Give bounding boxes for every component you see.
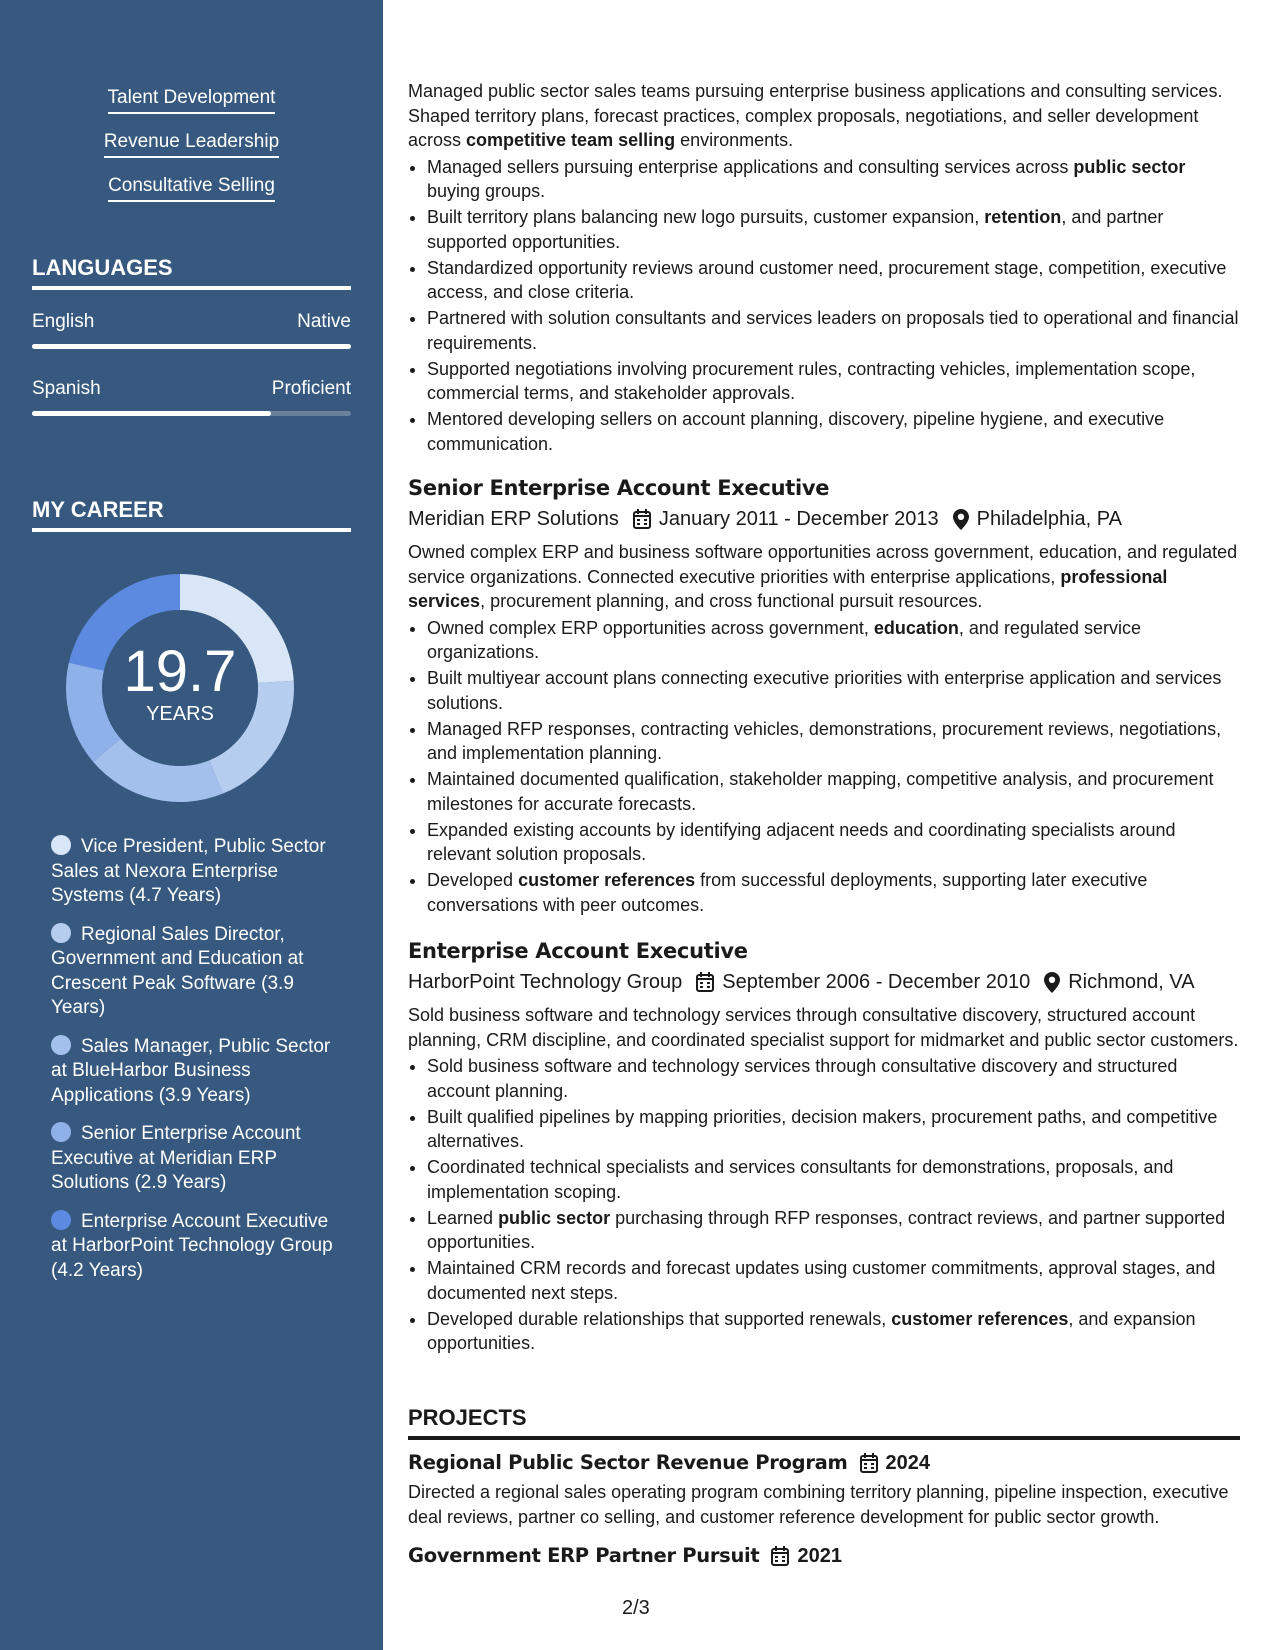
skill-link[interactable]: Talent Development: [108, 86, 276, 114]
bullet-item: • Partnered with solution consultants and services leaders on proposals tied to operational and financial requirements.: [427, 306, 1240, 355]
language-proficiency-bar: [32, 411, 351, 416]
main-content: [408, 0, 1240, 1650]
job-location: Richmond, VA: [1068, 971, 1195, 993]
language-name: Spanish: [32, 378, 101, 399]
career-legend-item: [51, 923, 341, 1021]
language-level: Native: [297, 311, 351, 332]
bullet-item: • Sold business software and technology services through consultative discovery and structured account planning.: [427, 1054, 1240, 1103]
calendar-icon: [860, 1453, 878, 1473]
bullet-item: • Managed sellers pursuing enterprise applications and consulting services across public sector buying groups.: [427, 155, 1240, 204]
calendar-icon: [633, 509, 651, 529]
project-description: Directed a regional sales operating program combining territory planning, pipeline inspection, executive deal reviews, partner co selling, and customer reference development for public sector growth.: [408, 1482, 1229, 1527]
career-total-unit: YEARS: [146, 703, 214, 725]
job-meta: [408, 506, 1240, 532]
skill-link[interactable]: Consultative Selling: [108, 174, 275, 202]
career-legend: [51, 835, 341, 1297]
career-legend-item: [51, 1210, 341, 1284]
job-meta: [408, 969, 1240, 995]
career-legend-label: Senior Enterprise Account Executive at Meridian ERP Solutions (2.9 Years): [51, 1123, 301, 1193]
project-header: [408, 1543, 1240, 1569]
legend-dot-icon: [51, 1210, 71, 1230]
bullet-item: • Built multiyear account plans connecting executive priorities with enterprise application and services solutions.: [427, 666, 1240, 715]
bullet-item: • Managed RFP responses, contracting vehicles, demonstrations, procurement reviews, negotiations, and implementation planning.: [427, 717, 1240, 766]
job-bullets: [408, 1054, 1240, 1356]
job-company: Meridian ERP Solutions: [408, 508, 619, 530]
project-year: 2024: [885, 1452, 931, 1474]
bullet-item: • Built qualified pipelines by mapping priorities, decision makers, procurement paths, and competitive alternatives.: [427, 1105, 1240, 1154]
bullet-item: • Coordinated technical specialists and services consultants for demonstrations, proposals, and implementation scoping.: [427, 1155, 1240, 1204]
career-legend-label: Regional Sales Director, Government and Education at Crescent Peak Software (3.9 Years): [51, 923, 304, 1018]
legend-dot-icon: [51, 923, 71, 943]
sidebar: [0, 0, 383, 1650]
legend-dot-icon: [51, 1122, 71, 1142]
bullet-item: • Standardized opportunity reviews around customer need, procurement stage, competition, executive access, and close criteria.: [427, 256, 1240, 305]
languages-heading: LANGUAGES: [32, 254, 351, 290]
language-item: [32, 310, 351, 349]
role-summary: Managed public sector sales teams pursuing enterprise business applications and consulting services. Shaped territory plans, forecast practices, complex proposals, negotiations, and seller development across competitive team selling environments.: [408, 81, 1223, 150]
career-donut-chart: [66, 574, 294, 802]
career-total-years: 19.7: [123, 639, 237, 704]
career-legend-item: [51, 1035, 341, 1109]
calendar-icon: [771, 1546, 789, 1566]
languages-section: [32, 254, 351, 416]
project-header: [408, 1450, 1240, 1476]
location-pin-icon: [953, 509, 969, 530]
project-year: 2021: [797, 1545, 842, 1567]
bullet-item: • Learned public sector purchasing through RFP responses, contract reviews, and partner supported opportunities.: [427, 1206, 1240, 1255]
career-legend-label: Sales Manager, Public Sector at BlueHarbor Business Applications (3.9 Years): [51, 1035, 331, 1106]
job-dates: September 2006 - December 2010: [722, 971, 1031, 993]
project-title: Government ERP Partner Pursuit: [408, 1544, 760, 1567]
job-location: Philadelphia, PA: [976, 508, 1122, 530]
bullet-item: • Maintained documented qualification, stakeholder mapping, competitive analysis, and procurement milestones for accurate forecasts.: [427, 767, 1240, 816]
job-bullets: [408, 616, 1240, 918]
donut-center: [66, 574, 294, 802]
bullet-item: • Expanded existing accounts by identifying adjacent needs and coordinating specialists around relevant solution proposals.: [427, 818, 1240, 867]
career-legend-label: Vice President, Public Sector Sales at Nexora Enterprise Systems (4.7 Years): [51, 836, 326, 906]
previous-role-continuation: [408, 79, 1240, 458]
projects-heading: PROJECTS: [408, 1404, 1240, 1440]
job-title: Senior Enterprise Account Executive: [408, 476, 830, 500]
bullet-item: • Developed durable relationships that supported renewals, customer references, and expansion opportunities.: [427, 1307, 1240, 1356]
bullet-item: • Developed customer references from successful deployments, supporting later executive conversations with peer outcomes.: [427, 868, 1240, 917]
bullet-item: • Supported negotiations involving procurement rules, contracting vehicles, implementation scope, commercial terms, and stakeholder approvals.: [427, 357, 1240, 406]
job-entry: [408, 474, 1240, 919]
job-summary: Sold business software and technology services through consultative discovery, structured account planning, CRM discipline, and coordinated specialist support for midmarket and public sector customers.: [408, 1005, 1239, 1050]
calendar-icon: [696, 972, 714, 992]
project-title: Regional Public Sector Revenue Program: [408, 1451, 848, 1474]
career-heading: MY CAREER: [32, 496, 351, 532]
bullet-item: • Maintained CRM records and forecast updates using customer commitments, approval stages, and documented next steps.: [427, 1256, 1240, 1305]
job-dates: January 2011 - December 2013: [658, 508, 939, 530]
role-bullets: [408, 155, 1240, 457]
legend-dot-icon: [51, 835, 71, 855]
language-level: Proficient: [271, 378, 351, 399]
skill-link[interactable]: Revenue Leadership: [104, 130, 279, 158]
language-item: [32, 377, 351, 416]
legend-dot-icon: [51, 1035, 71, 1055]
career-legend-item: [51, 1122, 341, 1196]
language-name: English: [32, 311, 95, 332]
career-section: [32, 496, 351, 532]
bullet-item: • Mentored developing sellers on account planning, discovery, pipeline hygiene, and executive communication.: [427, 407, 1240, 456]
skills-list: [32, 86, 351, 218]
job-summary: Owned complex ERP and business software opportunities across government, education, and regulated service organizations. Connected executive priorities with enterprise applications, professional services, procurement planning, and cross functional pursuit resources.: [408, 542, 1238, 611]
job-entry: [408, 937, 1240, 1357]
page-number: 2/3: [622, 1597, 650, 1619]
language-proficiency-bar: [32, 344, 351, 349]
bullet-item: • Owned complex ERP opportunities across government, education, and regulated service organizations.: [427, 616, 1240, 665]
career-legend-label: Enterprise Account Executive at HarborPoint Technology Group (4.2 Years): [51, 1210, 333, 1281]
projects-section: [408, 1404, 1240, 1569]
job-title: Enterprise Account Executive: [408, 939, 748, 963]
job-company: HarborPoint Technology Group: [408, 971, 683, 993]
language-proficiency-fill: [32, 344, 351, 349]
language-proficiency-fill: [32, 411, 271, 416]
career-legend-item: [51, 835, 341, 909]
location-pin-icon: [1044, 972, 1060, 993]
bullet-item: • Built territory plans balancing new logo pursuits, customer expansion, retention, and partner supported opportunities.: [427, 205, 1240, 254]
